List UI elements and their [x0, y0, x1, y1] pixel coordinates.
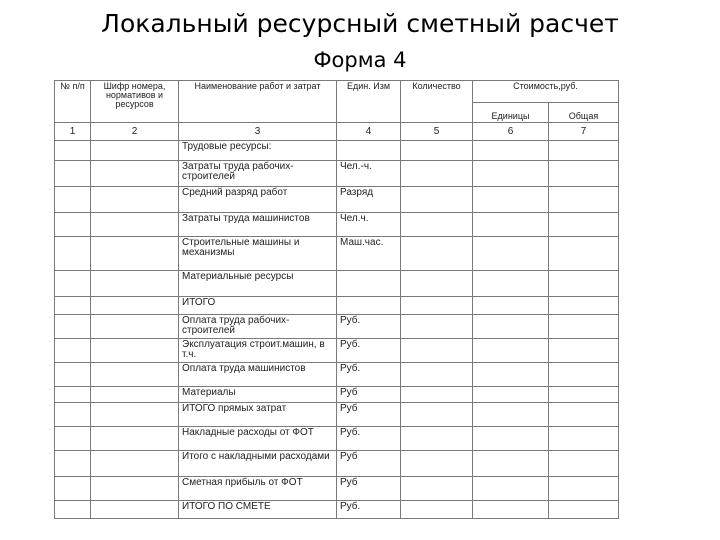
empty-cell — [401, 237, 473, 271]
empty-cell — [91, 271, 179, 297]
empty-cell — [549, 213, 619, 237]
table-row — [55, 339, 619, 363]
row-unit: Руб. — [337, 501, 401, 519]
empty-cell — [549, 237, 619, 271]
empty-cell — [91, 187, 179, 213]
row-unit: Чел.-ч. — [337, 161, 401, 187]
header-quantity: Количество — [401, 81, 473, 123]
row-unit — [337, 141, 401, 161]
empty-cell — [55, 427, 91, 451]
empty-cell — [91, 213, 179, 237]
empty-cell — [473, 141, 549, 161]
table-row — [55, 271, 619, 297]
row-unit: Разряд — [337, 187, 401, 213]
empty-cell — [549, 477, 619, 501]
table-row — [55, 187, 619, 213]
empty-cell — [549, 451, 619, 477]
empty-cell — [473, 213, 549, 237]
empty-cell — [55, 141, 91, 161]
empty-cell — [55, 403, 91, 427]
row-name: Оплата труда рабочих-строителей — [179, 315, 337, 339]
empty-cell — [401, 271, 473, 297]
empty-cell — [549, 161, 619, 187]
header-cost-unit: Единицы — [473, 103, 549, 123]
estimate-table — [54, 80, 619, 519]
table-row — [55, 161, 619, 187]
empty-cell — [473, 387, 549, 403]
empty-cell — [401, 477, 473, 501]
table-row — [55, 297, 619, 315]
row-name: Трудовые ресурсы: — [179, 141, 337, 161]
empty-cell — [549, 271, 619, 297]
empty-cell — [401, 213, 473, 237]
row-name: Средний разряд работ — [179, 187, 337, 213]
empty-cell — [473, 427, 549, 451]
empty-cell — [473, 297, 549, 315]
header-code: Шифр номера, нормативов и ресурсов — [91, 81, 179, 123]
empty-cell — [55, 271, 91, 297]
row-unit: Руб. — [337, 339, 401, 363]
row-name: Материальные ресурсы — [179, 271, 337, 297]
empty-cell — [55, 297, 91, 315]
header-name: Наименование работ и затрат — [179, 81, 337, 123]
empty-cell — [401, 297, 473, 315]
empty-cell — [401, 403, 473, 427]
row-unit: Руб — [337, 451, 401, 477]
empty-cell — [473, 339, 549, 363]
empty-cell — [55, 451, 91, 477]
table-row — [55, 315, 619, 339]
row-name: ИТОГО ПО СМЕТЕ — [179, 501, 337, 519]
row-name: Итого с накладными расходами — [179, 451, 337, 477]
column-number: 1 — [55, 123, 91, 141]
empty-cell — [549, 187, 619, 213]
table-row — [55, 477, 619, 501]
empty-cell — [55, 213, 91, 237]
empty-cell — [91, 501, 179, 519]
empty-cell — [549, 141, 619, 161]
empty-cell — [549, 403, 619, 427]
empty-cell — [401, 387, 473, 403]
empty-cell — [91, 477, 179, 501]
empty-cell — [91, 451, 179, 477]
row-name: Затраты труда машинистов — [179, 213, 337, 237]
header-cost-total: Общая — [549, 103, 619, 123]
row-name: Эксплуатация строит.машин, в т.ч. — [179, 339, 337, 363]
header-unit: Един. Изм — [337, 81, 401, 123]
empty-cell — [91, 161, 179, 187]
empty-cell — [473, 363, 549, 387]
empty-cell — [55, 501, 91, 519]
row-unit: Руб — [337, 403, 401, 427]
column-number: 2 — [91, 123, 179, 141]
row-unit: Маш.час. — [337, 237, 401, 271]
empty-cell — [55, 339, 91, 363]
row-unit: Руб — [337, 387, 401, 403]
table-row — [55, 427, 619, 451]
row-unit: Руб — [337, 477, 401, 501]
empty-cell — [401, 339, 473, 363]
row-name: Оплата труда машинистов — [179, 363, 337, 387]
empty-cell — [401, 501, 473, 519]
empty-cell — [549, 339, 619, 363]
empty-cell — [91, 363, 179, 387]
table-row — [55, 451, 619, 477]
header-cost: Стоимость,руб. — [473, 81, 619, 103]
empty-cell — [549, 501, 619, 519]
empty-cell — [91, 315, 179, 339]
row-unit: Чел.ч. — [337, 213, 401, 237]
empty-cell — [55, 237, 91, 271]
empty-cell — [91, 297, 179, 315]
empty-cell — [55, 477, 91, 501]
empty-cell — [55, 161, 91, 187]
empty-cell — [401, 187, 473, 213]
empty-cell — [91, 237, 179, 271]
column-number: 5 — [401, 123, 473, 141]
table-row — [55, 141, 619, 161]
table-row — [55, 403, 619, 427]
empty-cell — [549, 297, 619, 315]
row-name: Строительные машины и механизмы — [179, 237, 337, 271]
column-number: 3 — [179, 123, 337, 141]
row-name: Затраты труда рабочих-строителей — [179, 161, 337, 187]
empty-cell — [91, 427, 179, 451]
empty-cell — [401, 451, 473, 477]
row-name: ИТОГО — [179, 297, 337, 315]
table-row — [55, 387, 619, 403]
empty-cell — [55, 363, 91, 387]
empty-cell — [473, 315, 549, 339]
row-name: ИТОГО прямых затрат — [179, 403, 337, 427]
empty-cell — [549, 363, 619, 387]
row-unit — [337, 271, 401, 297]
empty-cell — [401, 363, 473, 387]
empty-cell — [91, 403, 179, 427]
table-row — [55, 501, 619, 519]
empty-cell — [473, 237, 549, 271]
row-unit: Руб. — [337, 363, 401, 387]
empty-cell — [473, 161, 549, 187]
row-name: Сметная прибыль от ФОТ — [179, 477, 337, 501]
empty-cell — [549, 387, 619, 403]
empty-cell — [401, 315, 473, 339]
column-number: 6 — [473, 123, 549, 141]
empty-cell — [91, 141, 179, 161]
empty-cell — [473, 271, 549, 297]
table-row — [55, 213, 619, 237]
header-number: № п/п — [55, 81, 91, 123]
empty-cell — [91, 387, 179, 403]
empty-cell — [401, 427, 473, 451]
empty-cell — [549, 315, 619, 339]
empty-cell — [55, 387, 91, 403]
empty-cell — [473, 477, 549, 501]
row-name: Материалы — [179, 387, 337, 403]
empty-cell — [473, 187, 549, 213]
empty-cell — [473, 403, 549, 427]
table-row — [55, 363, 619, 387]
page-title: Локальный ресурсный сметный расчет — [101, 9, 619, 38]
empty-cell — [55, 187, 91, 213]
empty-cell — [401, 161, 473, 187]
column-numbers-row — [55, 123, 619, 141]
empty-cell — [549, 427, 619, 451]
column-number: 7 — [549, 123, 619, 141]
column-number: 4 — [337, 123, 401, 141]
table-header-row — [55, 81, 619, 103]
row-unit — [337, 297, 401, 315]
empty-cell — [55, 315, 91, 339]
empty-cell — [473, 501, 549, 519]
empty-cell — [473, 451, 549, 477]
empty-cell — [401, 141, 473, 161]
row-name: Накладные расходы от ФОТ — [179, 427, 337, 451]
table-row — [55, 237, 619, 271]
form-subtitle: Форма 4 — [313, 48, 407, 72]
row-unit: Руб. — [337, 427, 401, 451]
empty-cell — [91, 339, 179, 363]
row-unit: Руб. — [337, 315, 401, 339]
